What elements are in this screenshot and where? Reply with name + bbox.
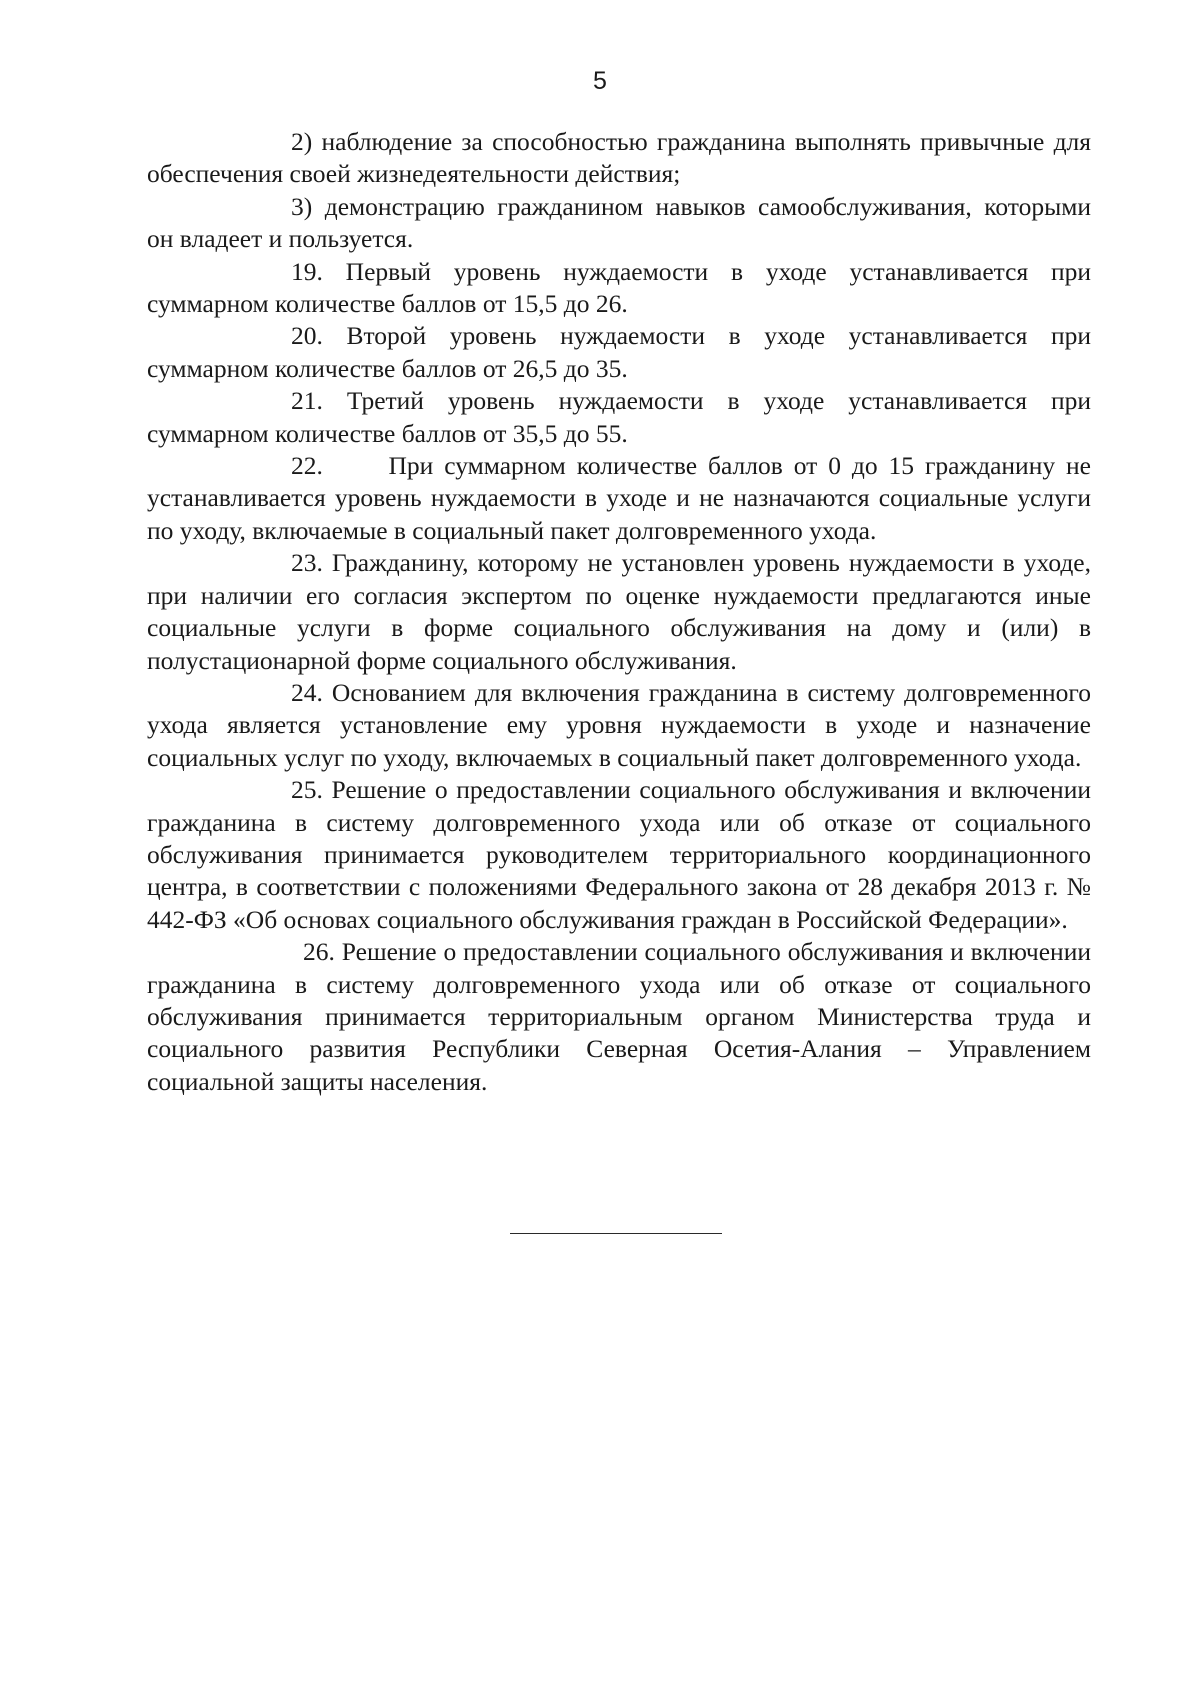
clause-22: [147, 450, 1091, 547]
clause-number: 20.: [291, 321, 323, 351]
list-item-2: [147, 126, 1091, 191]
clause-text: Второй уровень нуждаемости в уходе устанавливается при суммарном количестве баллов от 26,5 до 35.: [147, 321, 1092, 383]
clause-text: Решение о предоставлении социального обслуживания и включении гражданина в систему долговременного ухода или об отказе от социального обслуживания принимается руководителем территориального координационного центра, в соответствии с положениями Федерального закона от 28 декабря 2013 г. № 442-ФЗ «Об основах социального обслуживания граждан в Российской Федерации».: [147, 775, 1091, 934]
list-item-3: [147, 191, 1091, 256]
clause-number: 26.: [303, 937, 335, 967]
clause-number: 23.: [291, 548, 323, 578]
clause-text: Основанием для включения гражданина в систему долговременного ухода является установление ему уровня нуждаемости в уходе и назначение социальных услуг по уходу, включаемых в социальный пакет долговременного ухода.: [147, 677, 1092, 772]
clause-number: 21.: [291, 386, 323, 416]
clause-24: [147, 677, 1091, 774]
clause-19: [147, 256, 1091, 321]
clause-text: Гражданину, которому не установлен уровень нуждаемости в уходе, при наличии его согласия экспертом по оценке нуждаемости предлагаются иные социальные услуги в форме социального обслуживания на дому и (или) в полустационарной форме социального обслуживания.: [147, 548, 1091, 675]
document-body: [147, 126, 1091, 1098]
clause-21: [147, 385, 1091, 450]
clause-text: Первый уровень нуждаемости в уходе устанавливается при суммарном количестве баллов от 15,5 до 26.: [147, 256, 1092, 319]
page-number: 5: [593, 67, 607, 95]
clause-25: [147, 774, 1091, 936]
clause-number: 25.: [291, 775, 323, 805]
clause-number: 22.: [291, 451, 323, 481]
clause-number: 24.: [291, 677, 323, 707]
item-number: 3): [291, 191, 313, 221]
clause-23: [147, 547, 1091, 677]
clause-26: [147, 936, 1091, 1098]
end-of-document-rule: [510, 1233, 722, 1234]
item-number: 2): [291, 127, 313, 156]
item-text: наблюдение за способностью гражданина выполнять привычные для обеспечения своей жизнедеятельности действия;: [147, 127, 1091, 189]
clause-text: Третий уровень нуждаемости в уходе устанавливается при суммарном количестве баллов от 35,5 до 55.: [147, 386, 1091, 448]
clause-20: [147, 320, 1091, 385]
clause-number: 19.: [291, 256, 323, 286]
clause-text: При суммарном количестве баллов от 0 до 15 гражданину не устанавливается уровень нуждаемости в уходе и не назначаются социальные услуги по уходу, включаемые в социальный пакет долговременного ухода.: [147, 451, 1091, 545]
item-text: демонстрацию гражданином навыков самообслуживания, которыми он владеет и пользуется.: [147, 191, 1091, 254]
clause-text: Решение о предоставлении социального обслуживания и включении гражданина в систему долговременного ухода или об отказе от социального обслуживания принимается территориальным органом Министерства труда и социального развития Республики Северная Осетия-Алания – Управлением социальной защиты населения.: [147, 937, 1091, 1096]
